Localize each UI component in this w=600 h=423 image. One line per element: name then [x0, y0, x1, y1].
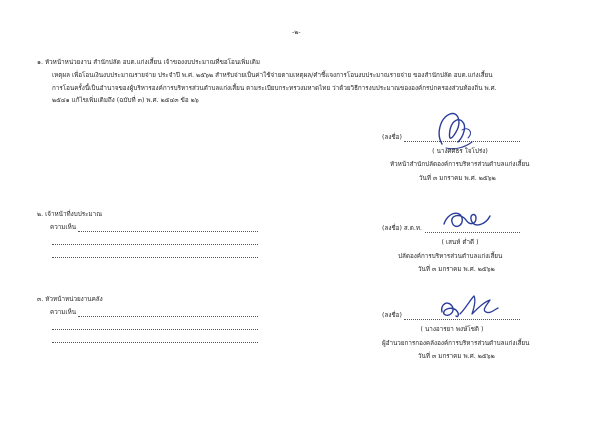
section1-heading: ๑. หัวหน้าหน่วยงาน สำนักปลัด อบต.แก่งเสี้ยน เจ้าของงบประมาณที่ขอโอนเพิ่มเติม: [37, 59, 260, 66]
signature3-date: วันที่ ๓ มกราคม พ.ศ. ๒๕๖๒: [418, 353, 495, 360]
section3-opinion-line: [52, 329, 258, 330]
signature2-handwriting: [440, 206, 494, 232]
signature3-name: ( นางอารยา พงษ์โชติ ): [420, 326, 484, 333]
section1-reason-line: เหตุผล เพื่อโอนเงินงบประมาณรายจ่าย ประจำปี พ.ศ. ๒๕๖๒ สำหรับจ่ายเป็นค่าใช้จ่ายตามเหตุผล/คำชี้แจงการโอนงบประมาณรายจ่าย ของสำนักปลัด อบต.แก่งเสี้ยน: [52, 72, 493, 79]
signature2-name: ( เสนห์ ต่ำดี ): [441, 239, 479, 246]
section2-heading: ๒. เจ้าหน้าที่งบประมาณ: [37, 211, 103, 218]
signature2-line: [425, 232, 520, 233]
section3-heading: ๓. หัวหน้าหน่วยงานคลัง: [37, 296, 103, 303]
section1-reason-line: การโอนครั้งนี้เป็นอำนาจของผู้บริหารองค์การบริหารส่วนตำบลแก่งเสี้ยน ตามระเบียบกระทรวงมหาดไทย ว่าด้วยวิธีการงบประมาณขององค์กรปกครองส่วนท้องถิ่น พ.ศ.: [52, 85, 497, 92]
signature3-position: ผู้อำนวยการกองคลังองค์การบริหารส่วนตำบลแก่งเสี้ยน: [382, 340, 530, 347]
signature3-sign-label: (ลงชื่อ): [382, 312, 402, 319]
section2-opinion-line: [78, 231, 258, 232]
section3-opinion-line: [78, 316, 258, 317]
signature1-sign-label: (ลงชื่อ): [382, 134, 402, 141]
signature1-date: วันที่ ๓ มกราคม พ.ศ. ๒๕๖๒: [419, 175, 496, 182]
signature3-handwriting: [436, 290, 502, 324]
section1-reason-line: ๒๕๔๑ แก้ไขเพิ่มเติมถึง (ฉบับที่ ๓) พ.ศ. ๒๕๔๓ ข้อ ๒๖: [52, 97, 199, 104]
signature2-sign-label: (ลงชื่อ) ส.ต.ท.: [382, 225, 422, 232]
signature2-position: ปลัดองค์การบริหารส่วนตำบลแก่งเสี้ยน: [398, 253, 503, 260]
page-number: -๒-: [292, 29, 301, 36]
signature1-position: หัวหน้าสำนักปลัดองค์การบริหารส่วนตำบลแก่งเสี้ยน: [390, 161, 530, 168]
signature1-name: ( นางศศิธร ใจโปร่ง): [432, 148, 488, 155]
section2-opinion-line: [52, 244, 258, 245]
section2-opinion-line: [52, 257, 258, 258]
section2-opinion-label: ความเห็น: [50, 224, 77, 231]
signature2-date: วันที่ ๓ มกราคม พ.ศ. ๒๕๖๒: [418, 266, 495, 273]
section3-opinion-line: [52, 342, 258, 343]
section3-opinion-label: ความเห็น: [50, 309, 77, 316]
